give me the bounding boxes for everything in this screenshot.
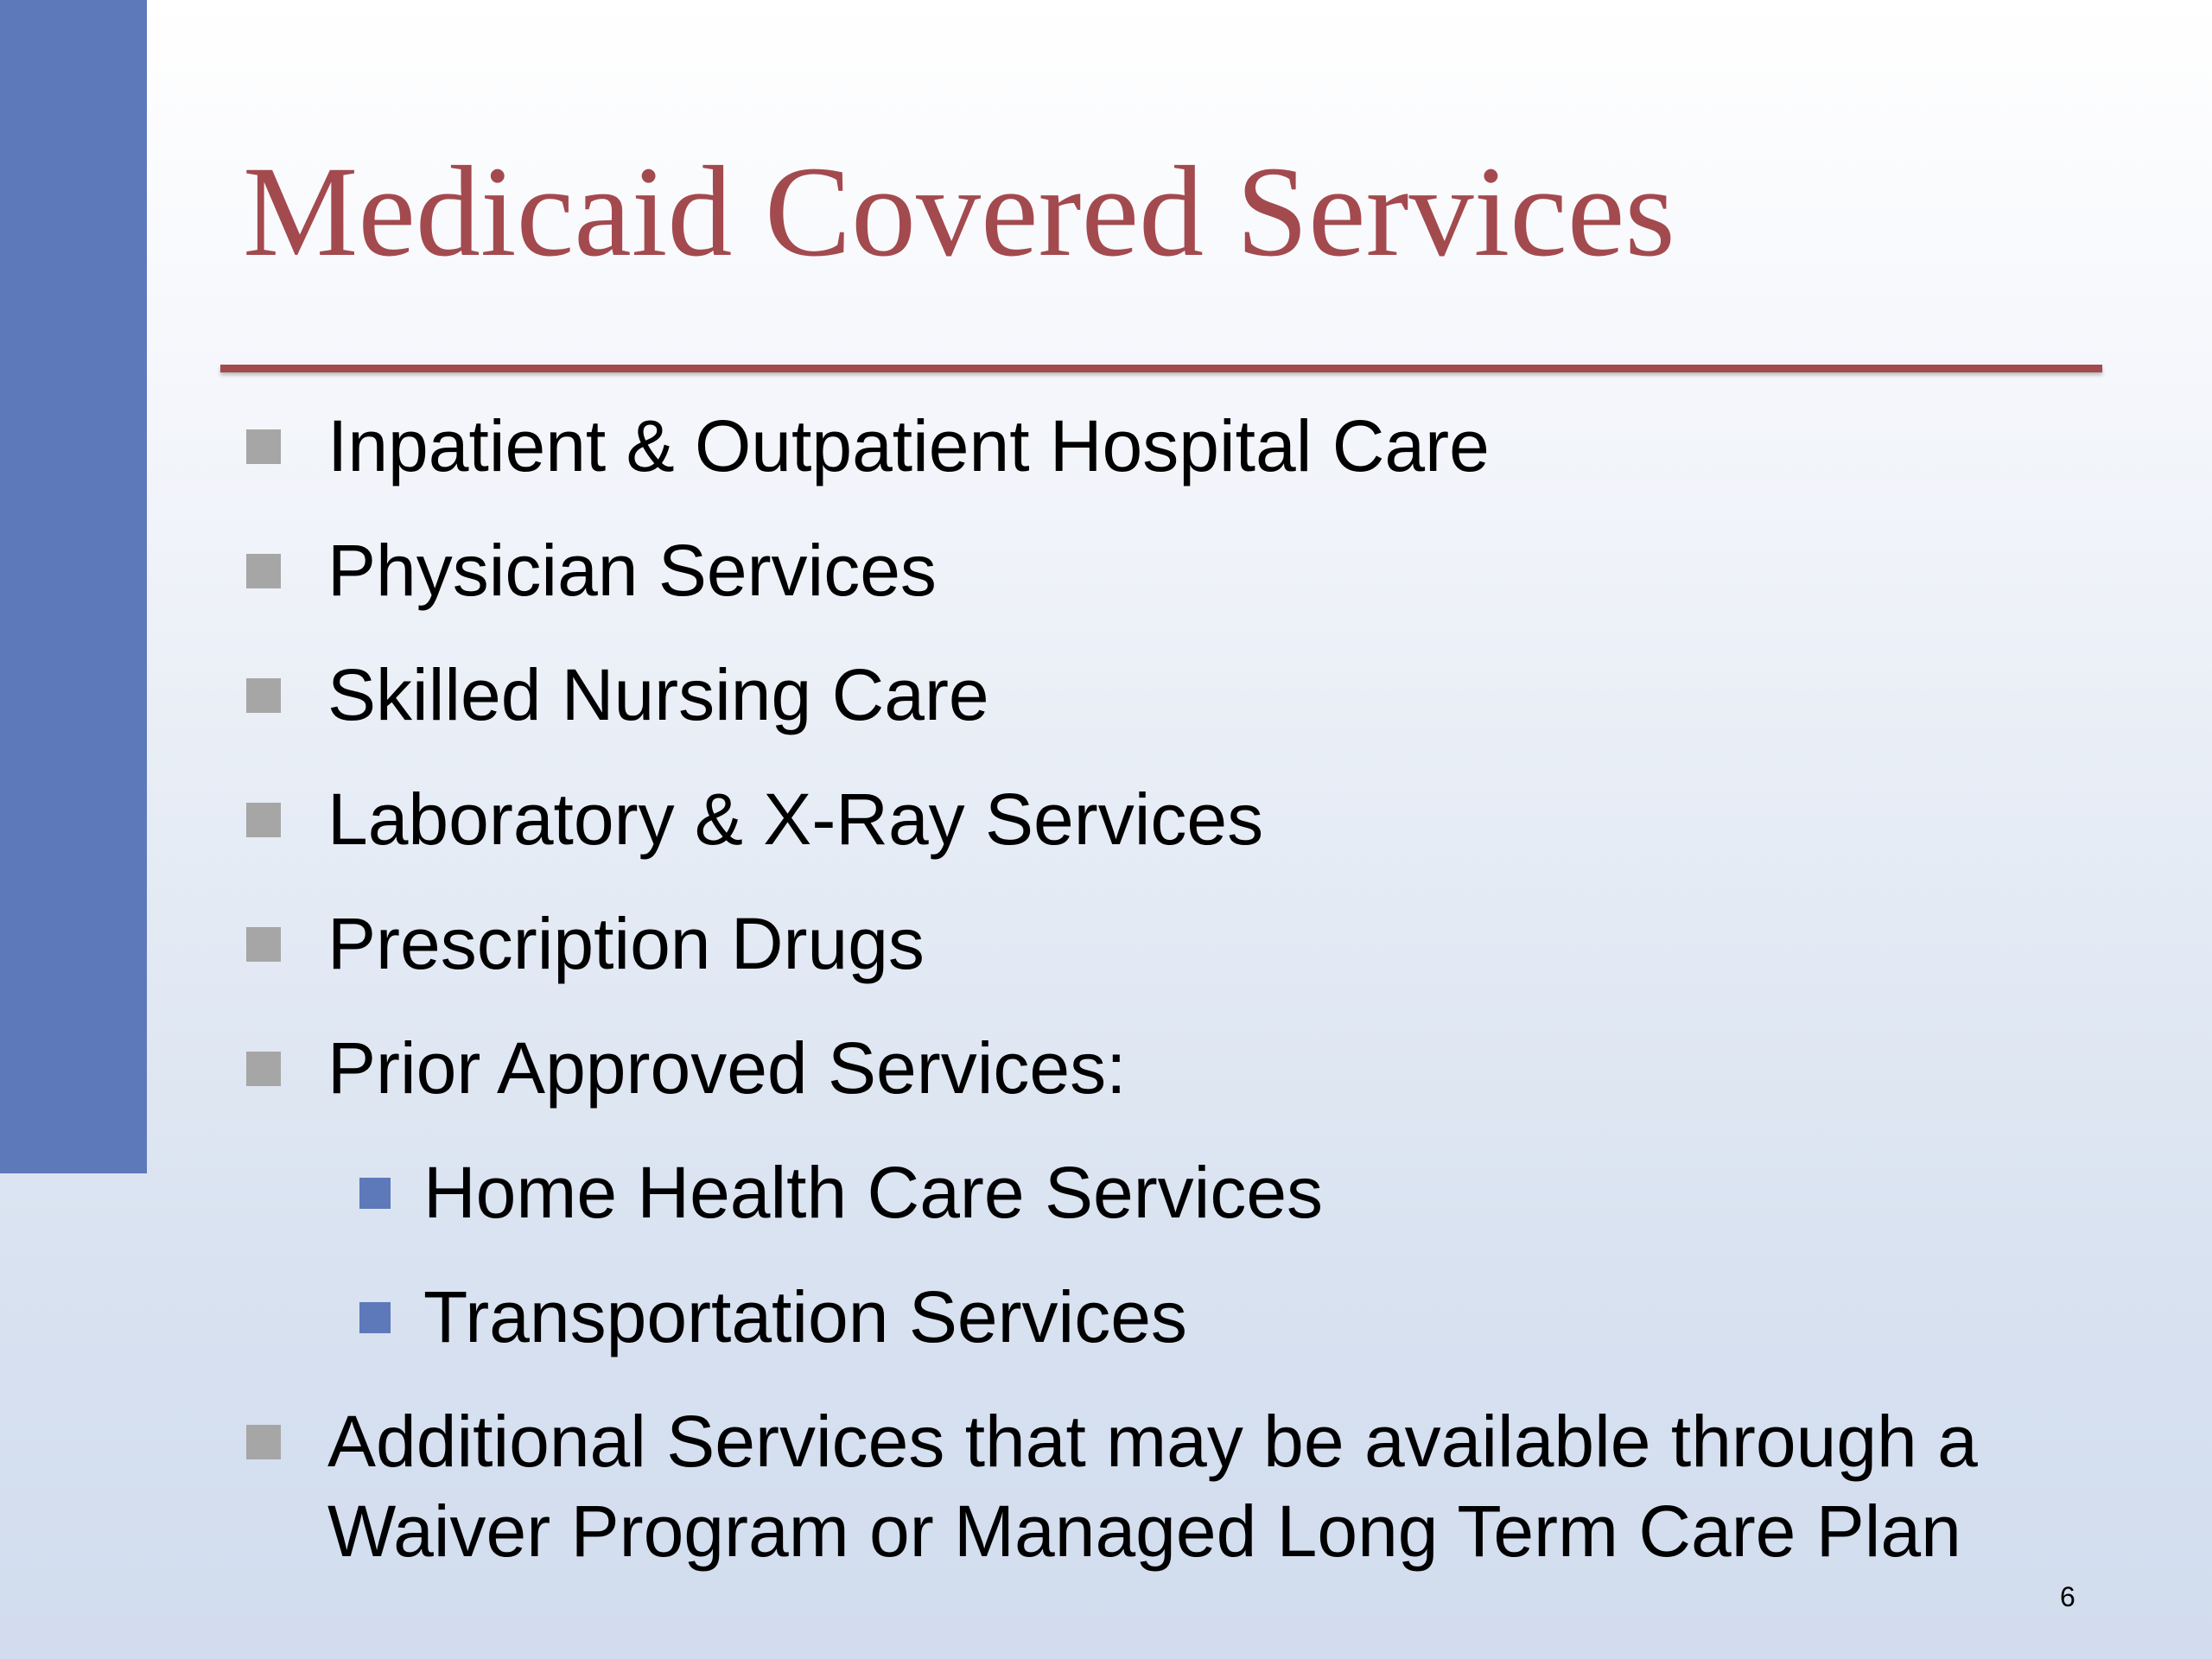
list-item-physician-services — [327, 525, 937, 615]
list-item-text: Skilled Nursing Care — [327, 654, 989, 735]
list-item-additional-services — [327, 1396, 1978, 1576]
square-bullet-icon — [246, 927, 281, 962]
list-item-text: Physician Services — [327, 530, 937, 611]
square-bullet-icon — [246, 1052, 281, 1086]
list-item-text: Inpatient & Outpatient Hospital Care — [327, 405, 1490, 486]
list-item-text: Prior Approved Services: — [327, 1027, 1127, 1109]
list-item-prior-approved — [327, 1023, 1126, 1113]
list-item-text-line-2: Waiver Program or Managed Long Term Care Plan — [327, 1491, 1961, 1572]
sub-list-item-transportation — [423, 1272, 1187, 1362]
square-bullet-icon — [246, 803, 281, 837]
list-item-text: Transportation Services — [423, 1276, 1187, 1357]
list-item-inpatient-outpatient — [327, 401, 1490, 491]
square-bullet-icon — [246, 678, 281, 713]
square-bullet-icon — [246, 1425, 281, 1459]
square-bullet-icon — [246, 554, 281, 588]
list-item-text: Prescription Drugs — [327, 903, 925, 984]
list-item-prescription-drugs — [327, 899, 925, 988]
sub-list-item-home-health — [423, 1147, 1323, 1237]
list-item-skilled-nursing — [327, 650, 989, 740]
square-sub-bullet-icon — [359, 1302, 391, 1333]
slide-title: Medicaid Covered Services — [243, 140, 1675, 283]
title-underline-rule — [220, 365, 2102, 372]
page-number: 6 — [2060, 1581, 2075, 1612]
square-bullet-icon — [246, 429, 281, 464]
list-item-text: Laboratory & X-Ray Services — [327, 779, 1264, 860]
square-sub-bullet-icon — [359, 1178, 391, 1209]
list-item-text-line-1: Additional Services that may be available through a — [327, 1401, 1978, 1482]
accent-side-bar — [0, 0, 147, 1173]
list-item-text: Home Health Care Services — [423, 1152, 1324, 1233]
list-item-laboratory-xray — [327, 774, 1263, 864]
